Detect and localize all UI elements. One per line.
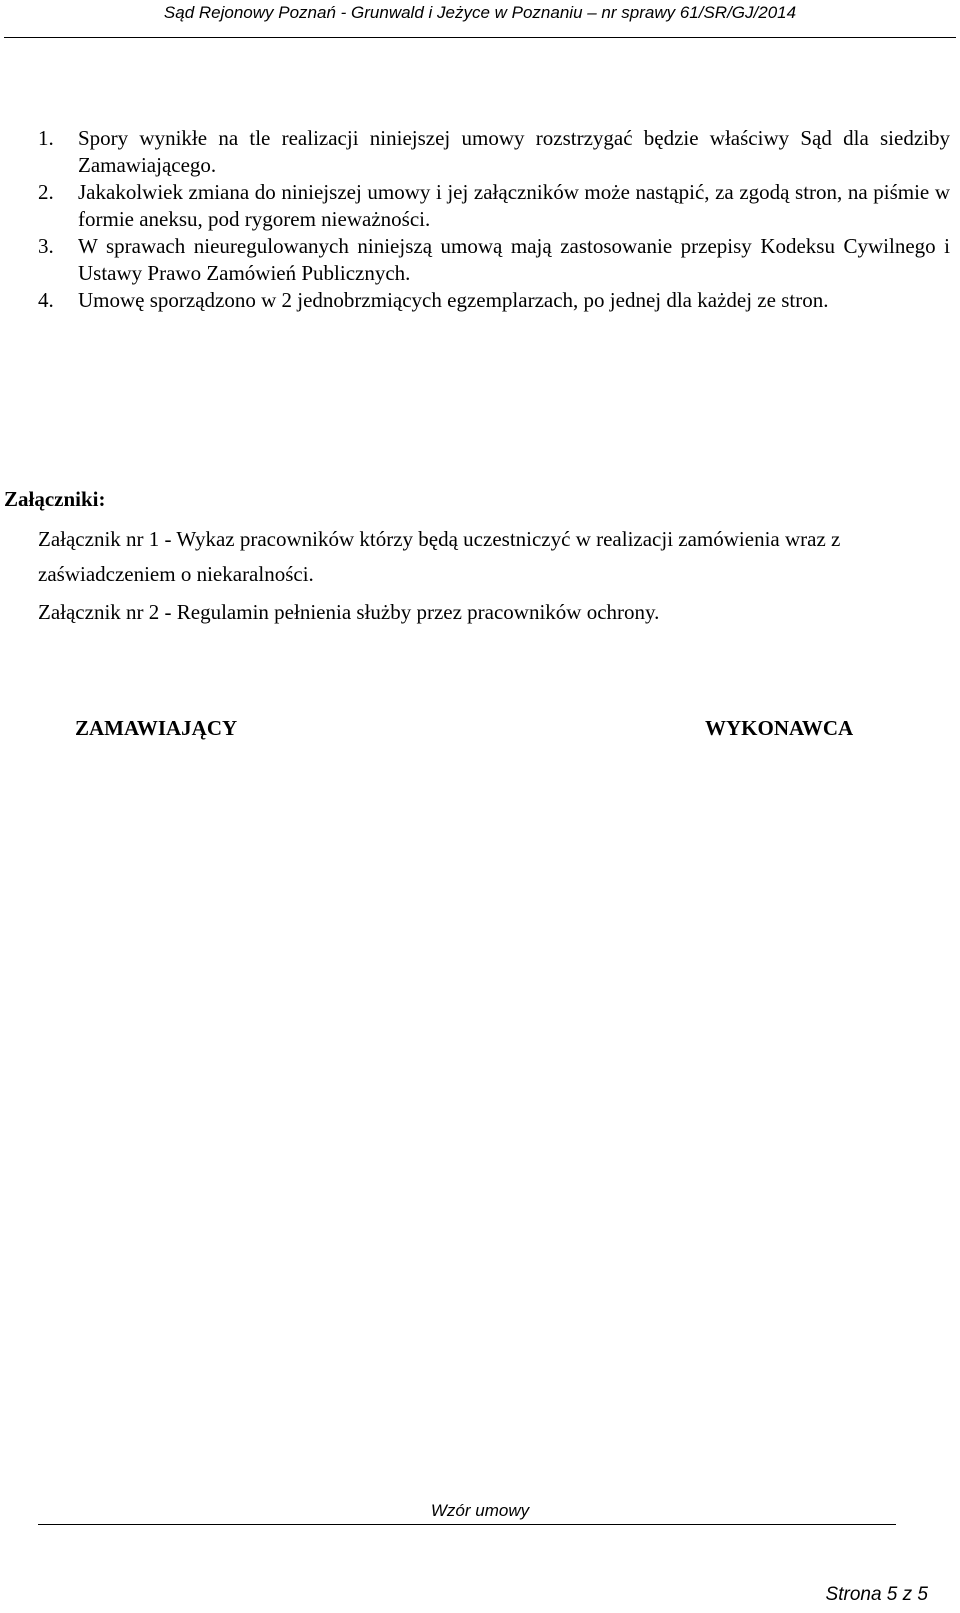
clause-item (38, 179, 950, 233)
clause-item (38, 287, 950, 314)
signature-contracting-party: ZAMAWIAJĄCY (75, 716, 238, 740)
page-number: Strona 5 z 5 (825, 1584, 928, 1605)
clause-text: Jakakolwiek zmiana do niniejszej umowy i jej załączników może nastąpić, za zgodą stron, na piśmie w formie aneksu, pod rygorem nieważności. (78, 180, 950, 231)
footer-divider (38, 1524, 896, 1525)
contract-clauses (38, 125, 950, 314)
clause-number: 1. (38, 126, 54, 150)
clause-item (38, 125, 950, 179)
attachments-heading: Załączniki: (4, 487, 106, 511)
attachment-item: Załącznik nr 2 - Regulamin pełnienia służby przez pracowników ochrony. (38, 600, 660, 624)
clause-text: Spory wynikłe na tle realizacji niniejszej umowy rozstrzygać będzie właściwy Sąd dla siedziby Zamawiającego. (78, 126, 950, 177)
clause-number: 3. (38, 234, 54, 258)
header-divider (4, 37, 956, 38)
page-header (0, 0, 960, 40)
clause-text: W sprawach nieuregulowanych niniejszą umową mają zastosowanie przepisy Kodeksu Cywilnego i Ustawy Prawo Zamówień Publicznych. (78, 234, 950, 285)
attachments-list (38, 522, 938, 633)
clause-item (38, 233, 950, 287)
clause-number: 4. (38, 288, 54, 312)
signature-contractor: WYKONAWCA (705, 716, 854, 740)
footer-label: Wzór umowy (430, 1501, 530, 1520)
header-case-reference: Sąd Rejonowy Poznań - Grunwald i Jeżyce w Poznaniu – nr sprawy 61/SR/GJ/2014 (163, 3, 797, 22)
attachment-item: Załącznik nr 1 - Wykaz pracowników którzy będą uczestniczyć w realizacji zamówienia wraz z zaświadczeniem o niekaralności. (38, 527, 841, 586)
clause-text: Umowę sporządzono w 2 jednobrzmiących egzemplarzach, po jednej dla każdej ze stron. (78, 288, 829, 312)
clause-number: 2. (38, 180, 54, 204)
